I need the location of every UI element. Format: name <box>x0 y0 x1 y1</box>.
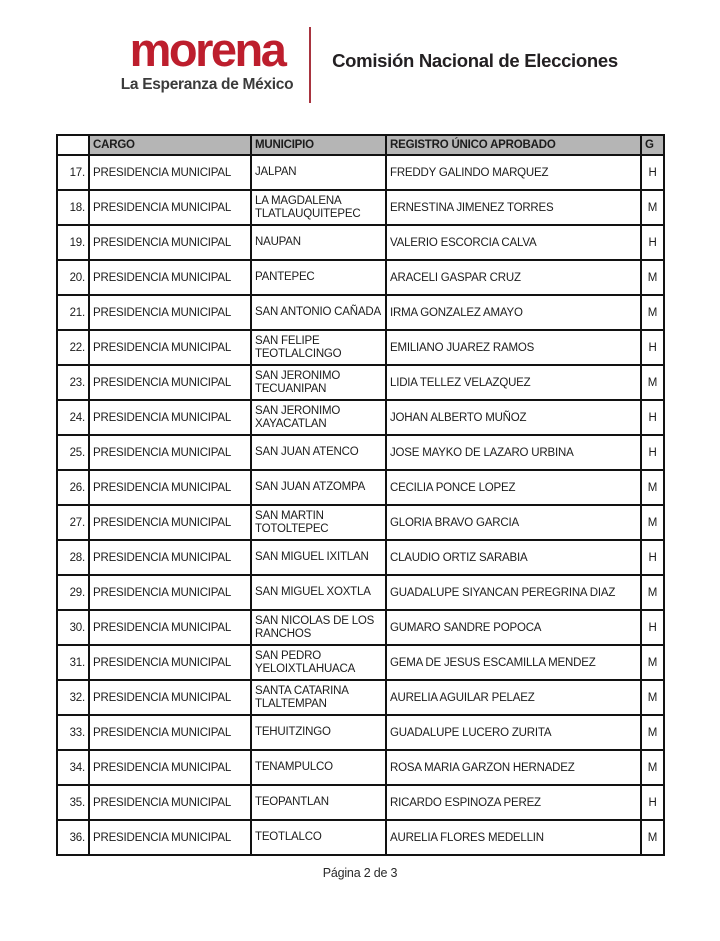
municipio-cell: NAUPAN <box>251 225 386 260</box>
table-header <box>57 135 664 155</box>
municipio-cell: SAN NICOLAS DE LOS RANCHOS <box>251 610 386 645</box>
municipio-cell: LA MAGDALENA TLATLAUQUITEPEC <box>251 190 386 225</box>
registro-cell: GUADALUPE SIYANCAN PEREGRINA DIAZ <box>386 575 641 610</box>
registro-cell: AURELIA AGUILAR PELAEZ <box>386 680 641 715</box>
gender-cell: M <box>641 715 664 750</box>
cargo-cell: PRESIDENCIA MUNICIPAL <box>89 820 251 855</box>
cargo-cell: PRESIDENCIA MUNICIPAL <box>89 330 251 365</box>
cargo-cell: PRESIDENCIA MUNICIPAL <box>89 365 251 400</box>
row-number: 20. <box>57 260 89 295</box>
table-row <box>57 295 664 330</box>
morena-logo <box>112 23 302 94</box>
cargo-cell: PRESIDENCIA MUNICIPAL <box>89 750 251 785</box>
org-title: Comisión Nacional de Elecciones <box>332 50 618 71</box>
cargo-cell: PRESIDENCIA MUNICIPAL <box>89 505 251 540</box>
registro-cell: JOHAN ALBERTO MUÑOZ <box>386 400 641 435</box>
table-row <box>57 155 664 190</box>
registro-cell: GLORIA BRAVO GARCIA <box>386 505 641 540</box>
registro-cell: CLAUDIO ORTIZ SARABIA <box>386 540 641 575</box>
column-header-municipio: MUNICIPIO <box>251 135 386 155</box>
municipio-cell: JALPAN <box>251 155 386 190</box>
row-number: 32. <box>57 680 89 715</box>
cargo-cell: PRESIDENCIA MUNICIPAL <box>89 435 251 470</box>
row-number: 22. <box>57 330 89 365</box>
gender-cell: M <box>641 750 664 785</box>
column-header-registro: REGISTRO ÚNICO APROBADO <box>386 135 641 155</box>
gender-cell: M <box>641 470 664 505</box>
table-row <box>57 260 664 295</box>
municipio-cell: SAN ANTONIO CAÑADA <box>251 295 386 330</box>
table-row <box>57 715 664 750</box>
registro-cell: GUADALUPE LUCERO ZURITA <box>386 715 641 750</box>
row-number: 24. <box>57 400 89 435</box>
cargo-cell: PRESIDENCIA MUNICIPAL <box>89 225 251 260</box>
table-row <box>57 575 664 610</box>
municipio-cell: SAN FELIPE TEOTLALCINGO <box>251 330 386 365</box>
table-row <box>57 470 664 505</box>
gender-cell: H <box>641 540 664 575</box>
row-number: 25. <box>57 435 89 470</box>
cargo-cell: PRESIDENCIA MUNICIPAL <box>89 610 251 645</box>
row-number: 34. <box>57 750 89 785</box>
cargo-cell: PRESIDENCIA MUNICIPAL <box>89 155 251 190</box>
gender-cell: H <box>641 435 664 470</box>
gender-cell: M <box>641 820 664 855</box>
table-row <box>57 435 664 470</box>
registro-cell: EMILIANO JUAREZ RAMOS <box>386 330 641 365</box>
cargo-cell: PRESIDENCIA MUNICIPAL <box>89 470 251 505</box>
municipio-cell: TEOPANTLAN <box>251 785 386 820</box>
table-row <box>57 225 664 260</box>
row-number: 36. <box>57 820 89 855</box>
gender-cell: H <box>641 225 664 260</box>
registro-cell: ERNESTINA JIMENEZ TORRES <box>386 190 641 225</box>
row-number: 33. <box>57 715 89 750</box>
table-row <box>57 505 664 540</box>
page-indicator: Página 2 de 3 <box>322 866 398 880</box>
cargo-cell: PRESIDENCIA MUNICIPAL <box>89 540 251 575</box>
registro-cell: ARACELI GASPAR CRUZ <box>386 260 641 295</box>
table-row <box>57 190 664 225</box>
row-number: 19. <box>57 225 89 260</box>
morena-tagline: La Esperanza de México <box>120 75 294 93</box>
gender-cell: M <box>641 680 664 715</box>
registro-cell: LIDIA TELLEZ VELAZQUEZ <box>386 365 641 400</box>
municipio-cell: TENAMPULCO <box>251 750 386 785</box>
gender-cell: M <box>641 295 664 330</box>
municipio-cell: SAN PEDRO YELOIXTLAHUACA <box>251 645 386 680</box>
municipio-cell: SAN JUAN ATENCO <box>251 435 386 470</box>
registro-cell: AURELIA FLORES MEDELLIN <box>386 820 641 855</box>
row-number: 26. <box>57 470 89 505</box>
table-row <box>57 680 664 715</box>
cargo-cell: PRESIDENCIA MUNICIPAL <box>89 575 251 610</box>
morena-wordmark: morena <box>129 23 285 76</box>
row-number: 30. <box>57 610 89 645</box>
table-row <box>57 610 664 645</box>
table-row <box>57 645 664 680</box>
table-body <box>57 155 664 855</box>
registro-cell: JOSE MAYKO DE LAZARO URBINA <box>386 435 641 470</box>
row-number: 35. <box>57 785 89 820</box>
table-row <box>57 785 664 820</box>
table-row <box>57 820 664 855</box>
cargo-cell: PRESIDENCIA MUNICIPAL <box>89 645 251 680</box>
municipio-cell: SAN MARTIN TOTOLTEPEC <box>251 505 386 540</box>
gender-cell: H <box>641 610 664 645</box>
municipio-cell: SAN MIGUEL XOXTLA <box>251 575 386 610</box>
cargo-cell: PRESIDENCIA MUNICIPAL <box>89 400 251 435</box>
table-row <box>57 540 664 575</box>
gender-cell: M <box>641 575 664 610</box>
cargo-cell: PRESIDENCIA MUNICIPAL <box>89 715 251 750</box>
municipio-cell: SAN JERONIMO XAYACATLAN <box>251 400 386 435</box>
gender-cell: H <box>641 330 664 365</box>
cargo-cell: PRESIDENCIA MUNICIPAL <box>89 295 251 330</box>
gender-cell: M <box>641 505 664 540</box>
header-divider-line <box>309 27 311 103</box>
row-number: 28. <box>57 540 89 575</box>
registro-cell: GEMA DE JESUS ESCAMILLA MENDEZ <box>386 645 641 680</box>
row-number: 17. <box>57 155 89 190</box>
cargo-cell: PRESIDENCIA MUNICIPAL <box>89 190 251 225</box>
table-header-row <box>57 135 664 155</box>
table-row <box>57 365 664 400</box>
municipio-cell: PANTEPEC <box>251 260 386 295</box>
municipio-cell: TEOTLALCO <box>251 820 386 855</box>
row-number: 23. <box>57 365 89 400</box>
municipio-cell: SAN JUAN ATZOMPA <box>251 470 386 505</box>
gender-cell: H <box>641 400 664 435</box>
gender-cell: H <box>641 155 664 190</box>
cargo-cell: PRESIDENCIA MUNICIPAL <box>89 785 251 820</box>
column-header-genero: G <box>641 135 664 155</box>
gender-cell: M <box>641 645 664 680</box>
registro-cell: GUMARO SANDRE POPOCA <box>386 610 641 645</box>
registro-cell: ROSA MARIA GARZON HERNADEZ <box>386 750 641 785</box>
gender-cell: M <box>641 260 664 295</box>
row-number: 31. <box>57 645 89 680</box>
municipio-cell: SANTA CATARINA TLALTEMPAN <box>251 680 386 715</box>
cargo-cell: PRESIDENCIA MUNICIPAL <box>89 680 251 715</box>
column-header-cargo: CARGO <box>89 135 251 155</box>
cargo-cell: PRESIDENCIA MUNICIPAL <box>89 260 251 295</box>
table-row <box>57 330 664 365</box>
registro-cell: FREDDY GALINDO MARQUEZ <box>386 155 641 190</box>
row-number: 21. <box>57 295 89 330</box>
candidates-table <box>56 134 665 856</box>
registro-cell: IRMA GONZALEZ AMAYO <box>386 295 641 330</box>
municipio-cell: SAN MIGUEL IXITLAN <box>251 540 386 575</box>
municipio-cell: TEHUITZINGO <box>251 715 386 750</box>
gender-cell: M <box>641 365 664 400</box>
row-number: 27. <box>57 505 89 540</box>
municipio-cell: SAN JERONIMO TECUANIPAN <box>251 365 386 400</box>
header-corner-cell <box>57 135 89 155</box>
table-row <box>57 400 664 435</box>
gender-cell: H <box>641 785 664 820</box>
row-number: 18. <box>57 190 89 225</box>
registro-cell: CECILIA PONCE LOPEZ <box>386 470 641 505</box>
table-row <box>57 750 664 785</box>
row-number: 29. <box>57 575 89 610</box>
gender-cell: M <box>641 190 664 225</box>
registro-cell: RICARDO ESPINOZA PEREZ <box>386 785 641 820</box>
registro-cell: VALERIO ESCORCIA CALVA <box>386 225 641 260</box>
